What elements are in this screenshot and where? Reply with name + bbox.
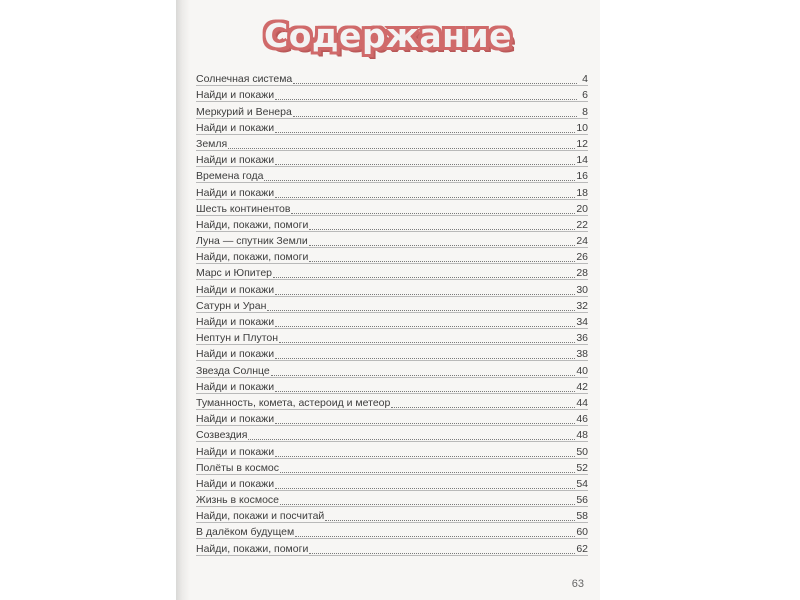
toc-entry bbox=[196, 313, 588, 329]
toc-entry bbox=[196, 151, 588, 167]
toc-entry-page: 38 bbox=[576, 348, 588, 361]
toc-dot-leader bbox=[275, 390, 575, 392]
toc-entry-page: 24 bbox=[576, 235, 588, 248]
page-gutter-shadow bbox=[176, 0, 190, 600]
toc-dot-leader bbox=[280, 471, 575, 473]
toc-entry-title: Земля bbox=[196, 137, 228, 150]
toc-dot-leader bbox=[280, 503, 575, 505]
toc-entry-title: Найди и покажи bbox=[196, 477, 275, 490]
toc-entry-page: 56 bbox=[576, 494, 588, 507]
toc-dot-leader bbox=[309, 260, 575, 262]
toc-entry-title: Найди, покажи, помоги bbox=[196, 542, 309, 555]
toc-entry-title: Туманность, комета, астероид и метеор bbox=[196, 396, 391, 409]
toc-entry-page: 12 bbox=[576, 137, 588, 150]
toc-dot-leader bbox=[309, 228, 575, 230]
toc-dot-leader bbox=[275, 455, 575, 457]
toc-entry bbox=[196, 248, 588, 264]
toc-dot-leader bbox=[293, 115, 577, 117]
toc-entry bbox=[196, 297, 588, 313]
toc-entry bbox=[196, 183, 588, 199]
toc-entry-title: Найди и покажи bbox=[196, 380, 275, 393]
toc-entry-title: Найди и покажи bbox=[196, 413, 275, 426]
toc-entry-title: Найди и покажи bbox=[196, 89, 275, 102]
toc-entry-page: 44 bbox=[576, 396, 588, 409]
toc-dot-leader bbox=[295, 535, 575, 537]
toc-entry bbox=[196, 70, 588, 86]
toc-entry-page: 22 bbox=[576, 218, 588, 231]
toc-dot-leader bbox=[309, 244, 576, 246]
toc-entry bbox=[196, 394, 588, 410]
toc-entry-title: Найди и покажи bbox=[196, 445, 275, 458]
toc-entry-page: 42 bbox=[576, 380, 588, 393]
toc-entry bbox=[196, 280, 588, 296]
page-number: 63 bbox=[571, 578, 584, 590]
toc-dot-leader bbox=[267, 309, 575, 311]
toc-entry bbox=[196, 119, 588, 135]
toc-entry-page: 8 bbox=[582, 105, 588, 118]
toc-entry-page: 36 bbox=[576, 332, 588, 345]
toc-entry-page: 14 bbox=[576, 154, 588, 167]
toc-entry-page: 52 bbox=[576, 461, 588, 474]
toc-entry bbox=[196, 329, 588, 345]
toc-entry-page: 28 bbox=[576, 267, 588, 280]
toc-entry-page: 46 bbox=[576, 413, 588, 426]
toc-entry-page: 26 bbox=[576, 251, 588, 264]
toc-dot-leader bbox=[279, 341, 575, 343]
toc-dot-leader bbox=[275, 163, 575, 165]
toc-entry-title: Звезда Солнце bbox=[196, 364, 270, 377]
toc-dot-leader bbox=[228, 147, 575, 149]
toc-entry-page: 58 bbox=[576, 510, 588, 523]
toc-dot-leader bbox=[275, 422, 575, 424]
toc-entry-title: Найди, покажи, помоги bbox=[196, 218, 309, 231]
toc-entry bbox=[196, 86, 588, 102]
page-title: Содержание bbox=[264, 16, 512, 55]
toc-entry-title: Жизнь в космосе bbox=[196, 494, 280, 507]
toc-entry bbox=[196, 264, 588, 280]
toc-dot-leader bbox=[275, 196, 575, 198]
toc-entry-title: Найди, покажи, помоги bbox=[196, 251, 309, 264]
toc-entry-title: Созвездия bbox=[196, 429, 248, 442]
toc-entry bbox=[196, 361, 588, 377]
toc-entry-title: Найди и покажи bbox=[196, 283, 275, 296]
toc-entry bbox=[196, 378, 588, 394]
toc-entry-title: Марс и Юпитер bbox=[196, 267, 273, 280]
toc-entry-title: Найди и покажи bbox=[196, 121, 275, 134]
toc-entry-title: Найди и покажи bbox=[196, 154, 275, 167]
toc-entry-page: 16 bbox=[576, 170, 588, 183]
toc-entry bbox=[196, 507, 588, 523]
toc-entry-title: Меркурий и Венера bbox=[196, 105, 292, 118]
toc-entry-title: Полёты в космос bbox=[196, 461, 280, 474]
toc-entry-page: 50 bbox=[576, 445, 588, 458]
toc-entry-page: 40 bbox=[576, 364, 588, 377]
toc-entry-title: Луна — спутник Земли bbox=[196, 235, 308, 248]
toc-entry bbox=[196, 216, 588, 232]
toc-entry bbox=[196, 167, 588, 183]
toc-dot-leader bbox=[248, 438, 575, 440]
table-of-contents bbox=[196, 70, 588, 556]
toc-dot-leader bbox=[275, 325, 575, 327]
toc-dot-leader bbox=[264, 179, 575, 181]
toc-entry bbox=[196, 345, 588, 361]
toc-entry bbox=[196, 523, 588, 539]
toc-entry-page: 18 bbox=[576, 186, 588, 199]
toc-entry-page: 10 bbox=[576, 121, 588, 134]
toc-dot-leader bbox=[275, 487, 575, 489]
toc-entry bbox=[196, 539, 588, 555]
toc-entry-title: Шесть континентов bbox=[196, 202, 291, 215]
toc-entry-title: В далёком будущем bbox=[196, 526, 295, 539]
toc-entry-page: 32 bbox=[576, 299, 588, 312]
toc-entry-page: 30 bbox=[576, 283, 588, 296]
toc-entry-page: 34 bbox=[576, 316, 588, 328]
toc-entry bbox=[196, 135, 588, 151]
toc-entry-title: Солнечная система bbox=[196, 73, 293, 86]
toc-entry bbox=[196, 232, 588, 248]
toc-dot-leader bbox=[291, 212, 575, 214]
toc-entry-page: 20 bbox=[576, 202, 588, 215]
toc-dot-leader bbox=[391, 406, 575, 408]
toc-entry-page: 4 bbox=[582, 73, 588, 86]
toc-entry-title: Нептун и Плутон bbox=[196, 332, 279, 345]
toc-entry-page: 62 bbox=[576, 542, 588, 555]
toc-entry bbox=[196, 491, 588, 507]
book-page bbox=[176, 0, 600, 600]
toc-dot-leader bbox=[271, 374, 576, 376]
toc-dot-leader bbox=[273, 276, 575, 278]
toc-entry-title: Найди, покажи и посчитай bbox=[196, 510, 325, 523]
toc-entry-title: Сатурн и Уран bbox=[196, 299, 267, 312]
toc-dot-leader bbox=[275, 293, 575, 295]
toc-entry bbox=[196, 426, 588, 442]
toc-entry bbox=[196, 459, 588, 475]
toc-entry-title: Времена года bbox=[196, 170, 264, 183]
toc-entry bbox=[196, 410, 588, 426]
toc-entry bbox=[196, 102, 588, 118]
toc-entry-page: 6 bbox=[582, 89, 588, 102]
toc-dot-leader bbox=[275, 131, 575, 133]
toc-dot-leader bbox=[309, 552, 575, 554]
toc-dot-leader bbox=[325, 519, 575, 521]
toc-entry-title: Найди и покажи bbox=[196, 186, 275, 199]
toc-entry-title: Найди и покажи bbox=[196, 316, 275, 328]
toc-entry-title: Найди и покажи bbox=[196, 348, 275, 361]
toc-entry bbox=[196, 442, 588, 458]
toc-entry bbox=[196, 200, 588, 216]
toc-entry-page: 48 bbox=[576, 429, 588, 442]
toc-entry bbox=[196, 475, 588, 491]
toc-dot-leader bbox=[275, 357, 575, 359]
toc-entry-page: 54 bbox=[576, 477, 588, 490]
toc-dot-leader bbox=[275, 98, 577, 100]
title-area bbox=[176, 16, 600, 55]
toc-dot-leader bbox=[293, 82, 577, 84]
toc-entry-page: 60 bbox=[576, 526, 588, 539]
